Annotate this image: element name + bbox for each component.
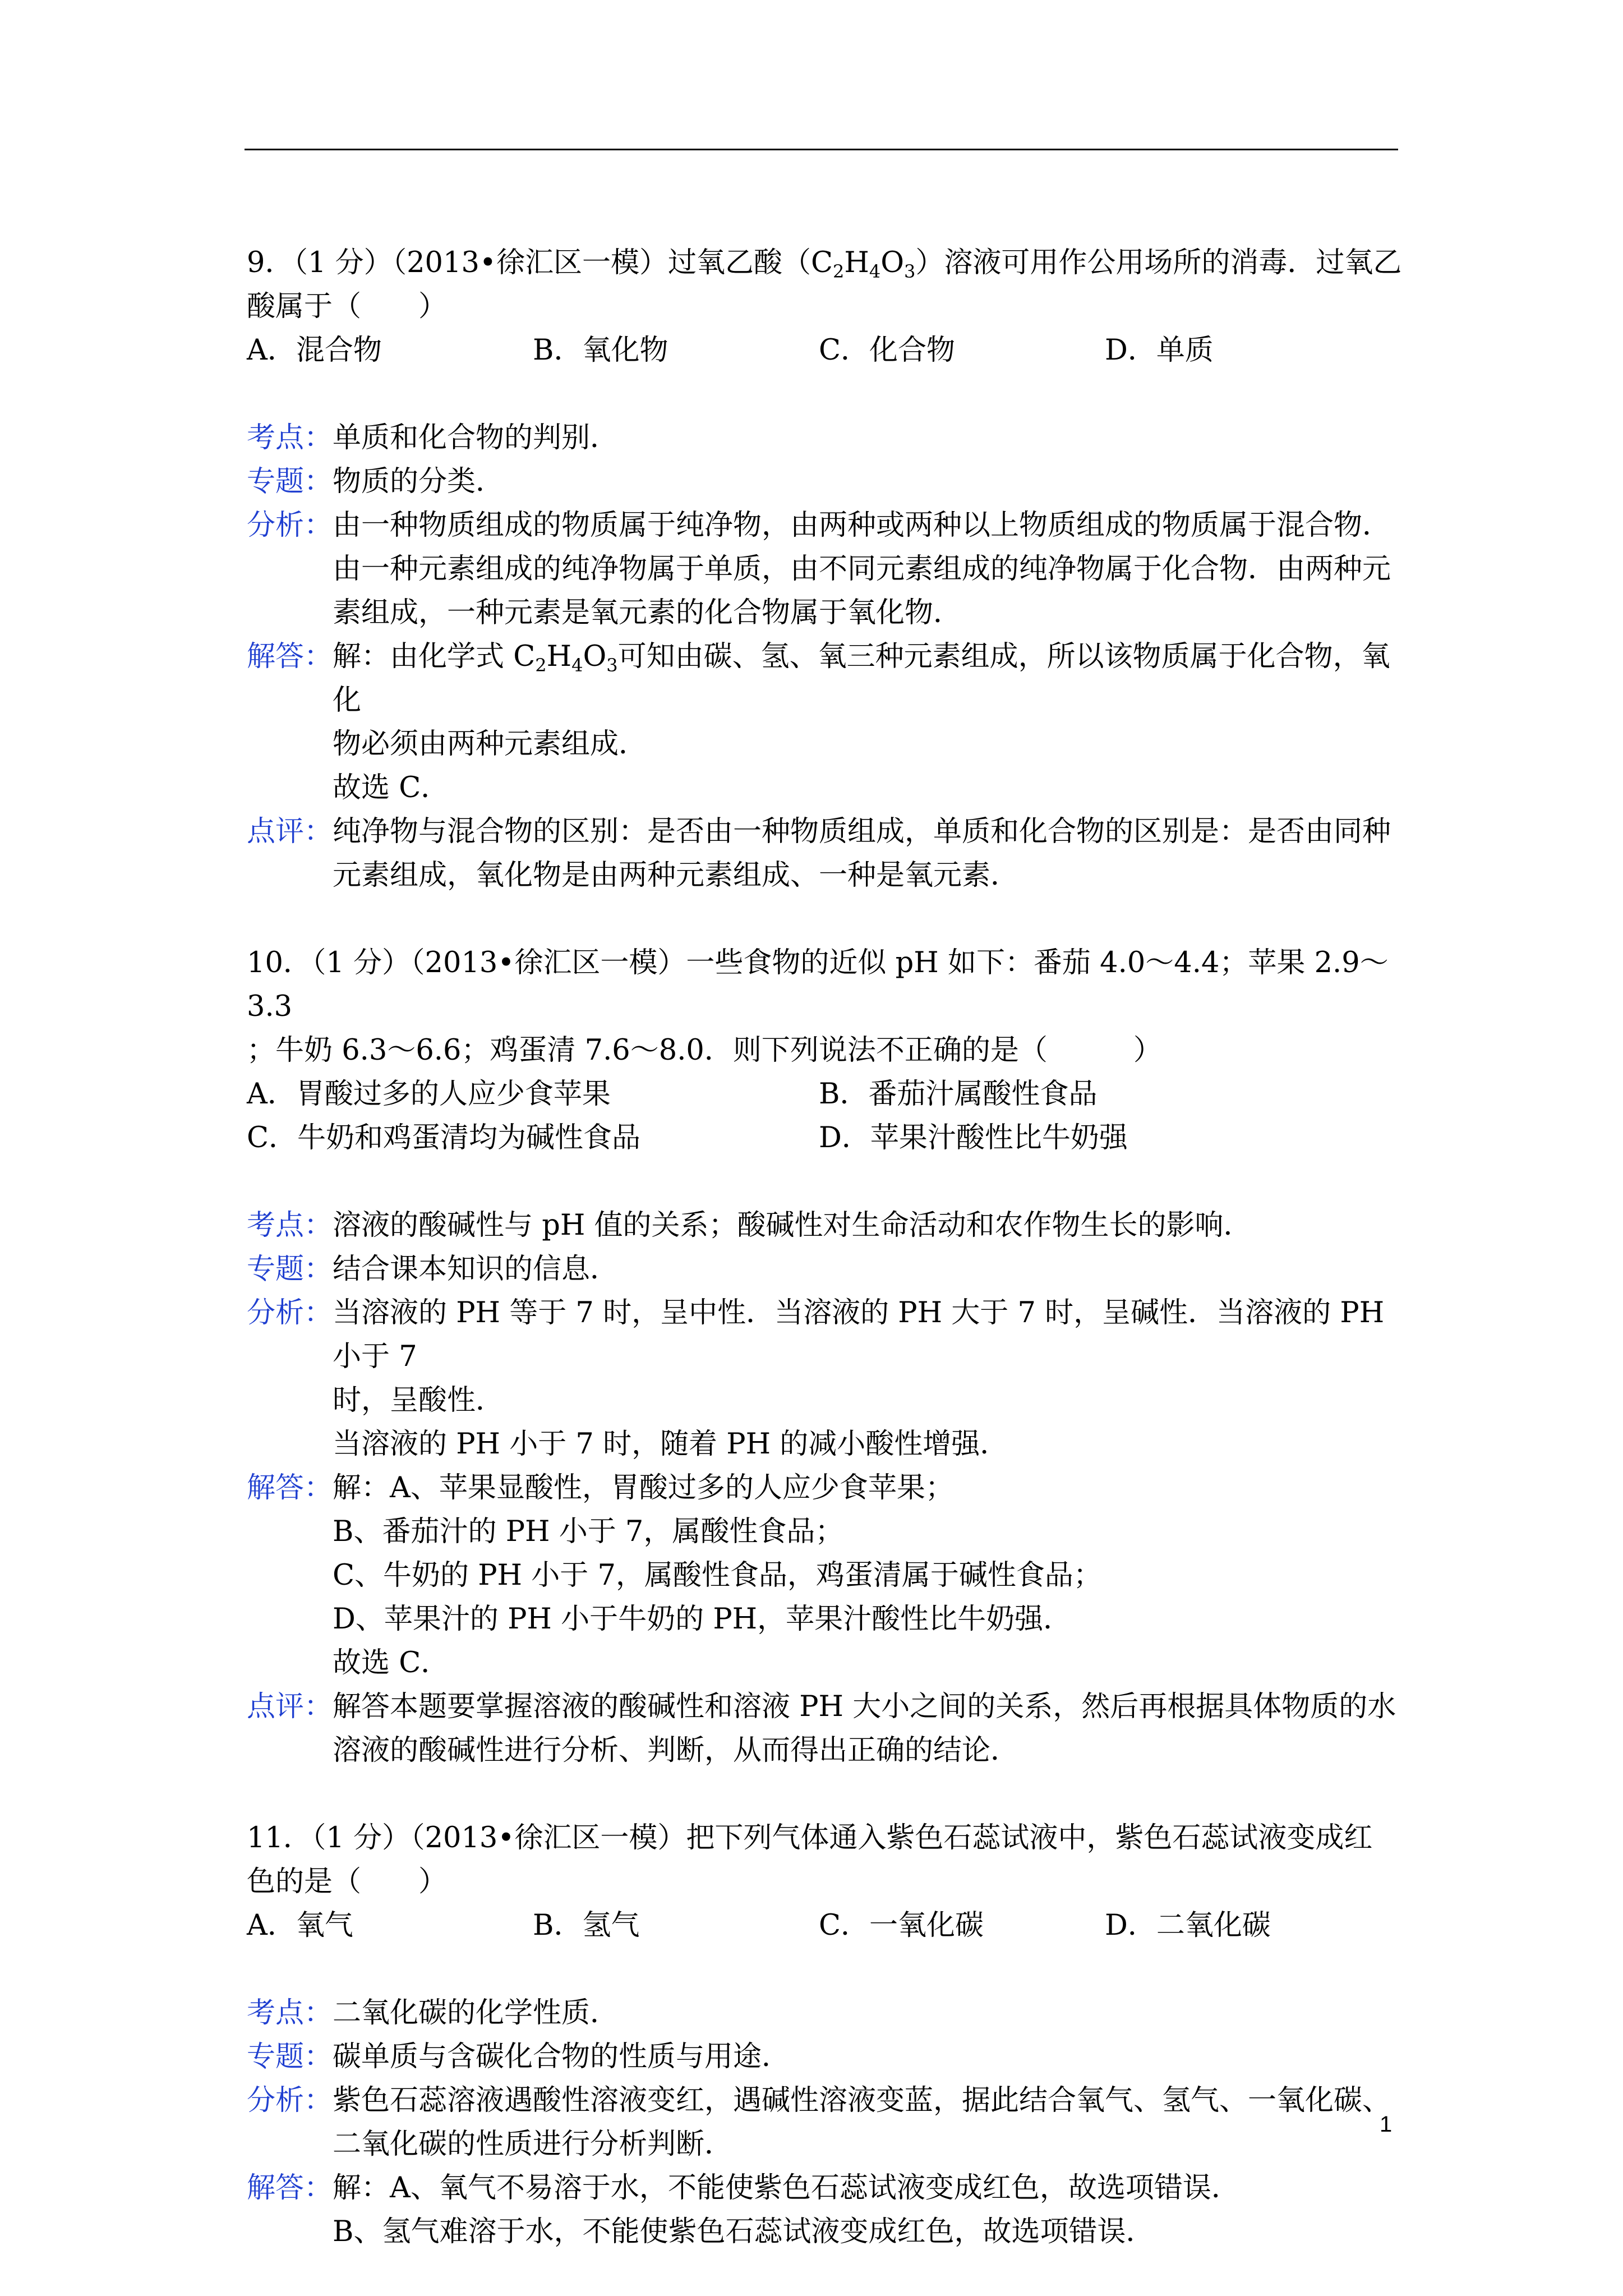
kaodian-label: 考点：	[247, 1996, 333, 2030]
zhuanti-row	[247, 460, 1408, 504]
jieda-line: 故选 C．	[333, 1646, 450, 1680]
option-a: A．氧气	[247, 1909, 353, 1942]
kaodian-text: 溶液的酸碱性与 pH 值的关系；酸碱性对生命活动和农作物生长的影响．	[333, 1209, 1252, 1242]
zhuanti-row	[247, 2035, 1408, 2079]
fenxi-label: 分析：	[247, 2084, 333, 2117]
question-11	[247, 1816, 1408, 2254]
jieda-label: 解答：	[247, 640, 333, 673]
dianping-row	[247, 1685, 1408, 1773]
dianping-label: 点评：	[247, 815, 333, 848]
question-stem: 10．（1 分）（2013•徐汇区一模）一些食物的近似 pH 如下：番茄 4.0～4.4；苹果 2.9～3.3 ；牛奶 6.3～6.6；鸡蛋清 7.6～8.0．则下列说法不正确的是（ ）	[247, 946, 1389, 1067]
fenxi-line: 二氧化碳的性质进行分析判断．	[333, 2128, 734, 2161]
jieda-line: B、番茄汁的 PH 小于 7，属酸性食品；	[333, 1515, 844, 1548]
jieda-line: C、牛奶的 PH 小于 7，属酸性食品，鸡蛋清属于碱性食品；	[333, 1559, 1102, 1592]
jieda-line: D、苹果汁的 PH 小于牛奶的 PH，苹果汁酸性比牛奶强．	[333, 1603, 1072, 1636]
zhuanti-row	[247, 1248, 1408, 1291]
option-a: A．混合物	[247, 334, 382, 367]
fenxi-line: 由一种物质组成的物质属于纯净物，由两种或两种以上物质组成的物质属于混合物．	[333, 509, 1391, 542]
option-c: C．一氧化碳	[819, 1909, 984, 1942]
zhuanti-text: 结合课本知识的信息．	[333, 1253, 619, 1286]
jieda-row	[247, 635, 1408, 810]
kaodian-text: 二氧化碳的化学性质．	[333, 1996, 619, 2030]
kaodian-row	[247, 416, 1408, 460]
jieda-label: 解答：	[247, 1471, 333, 1504]
header-rule	[245, 149, 1398, 150]
dianping-line: 纯净物与混合物的区别：是否由一种物质组成，单质和化合物的区别是：是否由同种	[333, 815, 1391, 848]
option-b: B．氢气	[533, 1909, 640, 1942]
jieda-row	[247, 2166, 1408, 2254]
option-b: B．番茄汁属酸性食品	[819, 1078, 1098, 1111]
fenxi-row	[247, 504, 1408, 635]
option-c: C．化合物	[819, 334, 956, 367]
option-d: D．苹果汁酸性比牛奶强	[819, 1121, 1128, 1154]
zhuanti-label: 专题：	[247, 2040, 333, 2073]
fenxi-line: 当溶液的 PH 等于 7 时，呈中性．当溶液的 PH 大于 7 时，呈碱性．当溶液的 PH 小于 7	[333, 1296, 1385, 1373]
question-stem: 11．（1 分）（2013•徐汇区一模）把下列气体通入紫色石蕊试液中，紫色石蕊试液变成红 色的是（ ）	[247, 1821, 1373, 1898]
fenxi-line: 紫色石蕊溶液遇酸性溶液变红，遇碱性溶液变蓝，据此结合氧气、氢气、一氧化碳、	[333, 2084, 1391, 2117]
fenxi-line: 由一种元素组成的纯净物属于单质，由不同元素组成的纯净物属于化合物．由两种元	[333, 553, 1391, 586]
fenxi-label: 分析：	[247, 509, 333, 542]
zhuanti-label: 专题：	[247, 1253, 333, 1286]
option-b: B．氧化物	[533, 334, 668, 367]
options	[247, 329, 1408, 372]
option-d: D．二氧化碳	[1105, 1909, 1271, 1942]
fenxi-row	[247, 1291, 1408, 1466]
dianping-row	[247, 810, 1408, 898]
kaodian-row	[247, 1991, 1408, 2035]
dianping-label: 点评：	[247, 1690, 333, 1723]
question-stem: 9．（1 分）（2013•徐汇区一模）过氧乙酸$(C_2H_4O_3)$溶液可用作公用场所的消毒．过氧乙 酸属于（ ）	[247, 246, 1402, 323]
kaodian-text: 单质和化合物的判别．	[333, 421, 619, 454]
jieda-line: 物必须由两种元素组成．	[333, 728, 648, 761]
option-c: C．牛奶和鸡蛋清均为碱性食品	[247, 1121, 641, 1154]
question-10	[247, 941, 1408, 1773]
fenxi-line: 时，呈酸性．	[333, 1384, 505, 1417]
zhuanti-label: 专题：	[247, 465, 333, 498]
options	[247, 1073, 1408, 1160]
options	[247, 1904, 1408, 1948]
page-number: 1	[1380, 2112, 1393, 2137]
jieda-line: 解：由化学式 $C_2H_4O_3$可知由碳、氢、氧三种元素组成，所以该物质属于化合物，氧化	[333, 640, 1390, 717]
kaodian-row	[247, 1204, 1408, 1248]
jieda-line: B、氢气难溶于水，不能使紫色石蕊试液变成红色，故选项错误．	[333, 2215, 1155, 2248]
fenxi-line: 当溶液的 PH 小于 7 时，随着 PH 的减小酸性增强．	[333, 1428, 1009, 1461]
jieda-line: 解：A、苹果显酸性，胃酸过多的人应少食苹果；	[333, 1471, 954, 1504]
kaodian-label: 考点：	[247, 421, 333, 454]
dianping-line: 元素组成，氧化物是由两种元素组成、一种是氧元素．	[333, 859, 1020, 892]
kaodian-label: 考点：	[247, 1209, 333, 1242]
fenxi-line: 素组成，一种元素是氧元素的化合物属于氧化物．	[333, 596, 962, 629]
fenxi-row	[247, 2079, 1408, 2166]
zhuanti-text: 物质的分类．	[333, 465, 505, 498]
option-d: D．单质	[1105, 334, 1214, 367]
jieda-line: 解：A、氧气不易溶于水，不能使紫色石蕊试液变成红色，故选项错误．	[333, 2171, 1240, 2205]
jieda-row	[247, 1466, 1408, 1685]
dianping-line: 解答本题要掌握溶液的酸碱性和溶液 PH 大小之间的关系，然后再根据具体物质的水	[333, 1690, 1396, 1723]
jieda-line: 故选 C．	[333, 771, 450, 804]
question-9	[247, 241, 1408, 898]
dianping-line: 溶液的酸碱性进行分析、判断，从而得出正确的结论．	[333, 1734, 1020, 1767]
option-a: A．胃酸过多的人应少食苹果	[247, 1078, 611, 1111]
content	[247, 241, 1408, 2254]
zhuanti-text: 碳单质与含碳化合物的性质与用途．	[333, 2040, 791, 2073]
jieda-label: 解答：	[247, 2171, 333, 2205]
fenxi-label: 分析：	[247, 1296, 333, 1329]
